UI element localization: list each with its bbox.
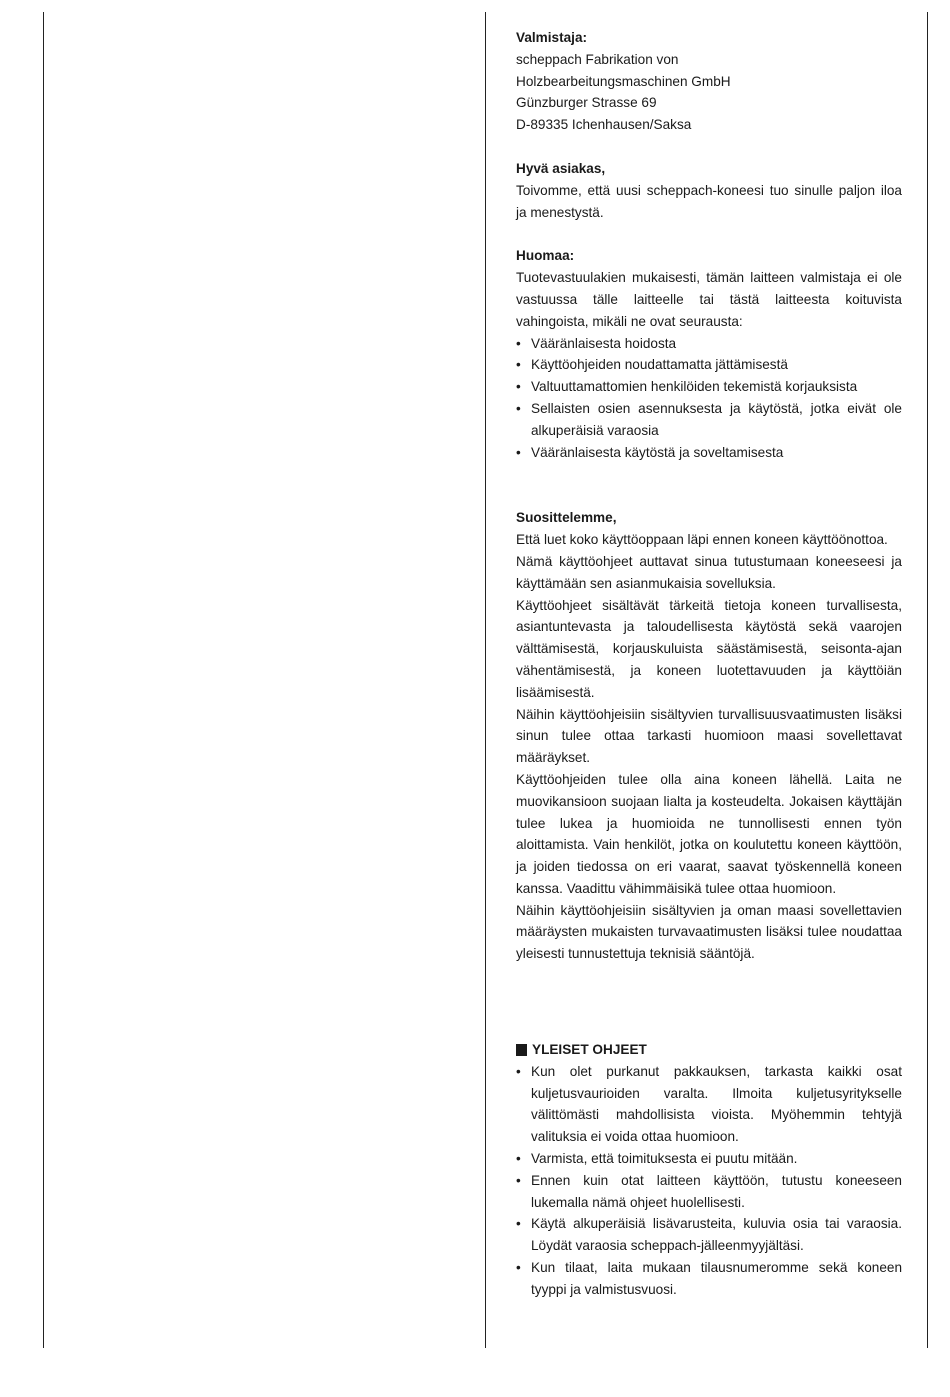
list-item: • Käytä alkuperäisiä lisävarusteita, kuluvia osia tai varaosia. Löydät varaosia scheppach-jälleenmyyjältäsi. (516, 1213, 902, 1257)
list-item: • Sellaisten osien asennuksesta ja käytöstä, jotka eivät ole alkuperäisiä varaosia (516, 398, 902, 442)
greeting-heading: Hyvä asiakas, (516, 160, 606, 176)
square-bullet-icon (516, 1044, 527, 1056)
column-divider-line (485, 12, 486, 1348)
list-item: • Vääränlaisesta käytöstä ja soveltamisesta (516, 442, 902, 464)
recommend-heading: Suosittelemme, (516, 510, 617, 526)
list-item: • Ennen kuin otat laitteen käyttöön, tutustu koneeseen lukemalla nämä ohjeet huolellisesti. (516, 1170, 902, 1214)
list-item: • Kun olet purkanut pakkauksen, tarkasta kaikki osat kuljetusvaurioiden varalta. Ilmoita kuljetusyritykselle välittömästi mahdollisista vioista. Myöhemmin tehtyjä valituksia ei voida ottaa huomioon. (516, 1061, 902, 1148)
recommend-paragraph: Että luet koko käyttöoppaan läpi ennen koneen käyttöönottoa. (516, 532, 888, 548)
list-item: • Valtuuttamattomien henkilöiden tekemistä korjauksista (516, 376, 902, 398)
greeting-section (516, 158, 902, 223)
recommend-paragraph: Näihin käyttöohjeisiin sisältyvien turvallisuusvaatimusten lisäksi sinun tulee ottaa tarkasti huomioon maasi sovellettavat määräykset. (516, 706, 902, 766)
left-border-line (43, 12, 44, 1348)
manufacturer-line: Günzburger Strasse 69 (516, 95, 657, 111)
recommend-paragraph: Näihin käyttöohjeisiin sisältyvien ja oman maasi sovellettavien määräysten mukaisten turvavaatimusten lisäksi tulee noudattaa yleisesti tunnustettuja teknisiä sääntöjä. (516, 902, 902, 962)
notice-text: Tuotevastuulakien mukaisesti, tämän laitteen valmistaja ei ole vastuussa tälle laitteelle tai tästä laitteesta koituvista vahingoista, mikäli ne ovat seurausta: (516, 270, 902, 329)
manufacturer-section (516, 27, 902, 136)
list-item: • Käyttöohjeiden noudattamatta jättämisestä (516, 354, 902, 376)
recommend-section (516, 507, 902, 965)
manufacturer-heading: Valmistaja: (516, 30, 588, 45)
manufacturer-line: scheppach Fabrikation von (516, 51, 679, 67)
general-heading: YLEISET OHJEET (532, 1042, 647, 1058)
notice-list (516, 333, 902, 464)
manufacturer-line: Holzbearbeitungsmaschinen GmbH (516, 73, 731, 89)
recommend-paragraph: Käyttöohjeiden tulee olla aina koneen lähellä. Laita ne muovikansioon suojaan lialta ja kosteudelta. Jokaisen käyttäjän tulee lukea ja huomioida ne tunnollisesti ennen työn aloittamista. Vain henkilöt, jotka on koulutettu koneen käyttöön, ja joiden tiedossa on eri vaarat, saavat työskennellä koneen kanssa. Vaadittu vähimmäisikä tulee ottaa huomioon. (516, 771, 902, 896)
greeting-text: Toivomme, että uusi scheppach-koneesi tuo sinulle paljon iloa ja menestystä. (516, 182, 902, 220)
general-section (516, 1039, 902, 1301)
notice-heading: Huomaa: (516, 248, 575, 264)
list-item: • Varmista, että toimituksesta ei puutu mitään. (516, 1148, 902, 1170)
list-item: • Kun tilaat, laita mukaan tilausnumeromme sekä koneen tyyppi ja valmistusvuosi. (516, 1257, 902, 1301)
recommend-paragraph: Käyttöohjeet sisältävät tärkeitä tietoja koneen turvallisesta, asiantuntevasta ja taloudellisesta käytöstä sekä vaarojen välttämisestä, korjauskuluista säästämisestä, seisonta-ajan vähentämisestä, ja koneen luotettavuuden ja käyttöiän lisäämisestä. (516, 597, 902, 700)
general-heading-row (516, 1039, 902, 1061)
general-list (516, 1061, 902, 1301)
list-item: • Vääränlaisesta hoidosta (516, 333, 902, 355)
manufacturer-line: D-89335 Ichenhausen/Saksa (516, 117, 692, 133)
recommend-paragraph: Nämä käyttöohjeet auttavat sinua tutustumaan koneeseesi ja käyttämään sen asianmukaisia sovelluksia. (516, 553, 902, 591)
notice-section (516, 245, 902, 463)
text-column (516, 27, 902, 1301)
right-border-line (927, 12, 928, 1348)
